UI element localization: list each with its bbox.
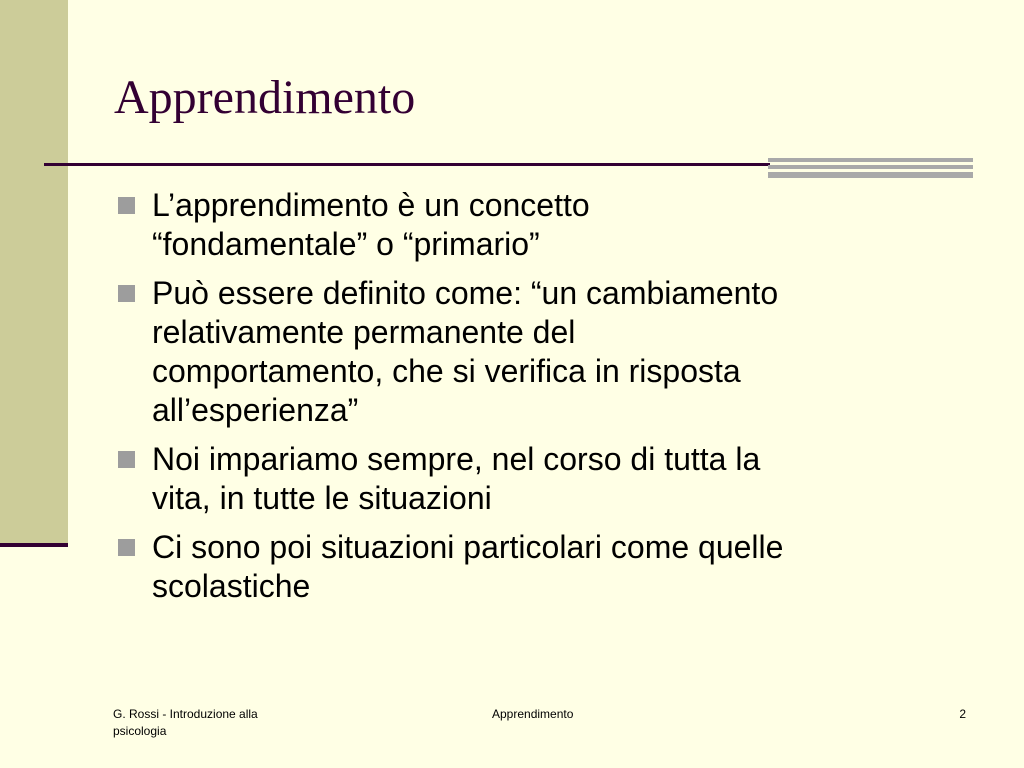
bullet-text-line: “fondamentale” o “primario” bbox=[152, 226, 540, 262]
title-accent-bars bbox=[768, 158, 973, 179]
accent-bar bbox=[768, 165, 973, 169]
square-bullet-icon bbox=[118, 285, 135, 302]
bullet-text-line: L’apprendimento è un concetto bbox=[152, 187, 590, 223]
square-bullet-icon bbox=[118, 197, 135, 214]
left-band-underline bbox=[0, 543, 68, 547]
bullet-list bbox=[114, 186, 964, 616]
footer-author bbox=[113, 706, 258, 740]
bullet-item bbox=[114, 274, 964, 430]
page-number: 2 bbox=[959, 707, 966, 721]
bullet-text-line: vita, in tutte le situazioni bbox=[152, 480, 492, 516]
square-bullet-icon bbox=[118, 539, 135, 556]
bullet-text-line: all’esperienza” bbox=[152, 392, 359, 428]
bullet-item bbox=[114, 440, 964, 518]
bullet-item bbox=[114, 528, 964, 606]
footer-author-line: G. Rossi - Introduzione alla bbox=[113, 707, 258, 721]
square-bullet-icon bbox=[118, 451, 135, 468]
bullet-item bbox=[114, 186, 964, 264]
slide-title: Apprendimento bbox=[114, 71, 416, 124]
bullet-text-line: Può essere definito come: “un cambiamento bbox=[152, 275, 779, 311]
footer-title: Apprendimento bbox=[492, 707, 574, 721]
bullet-text-line: relativamente permanente del bbox=[152, 314, 576, 350]
accent-bar bbox=[768, 158, 973, 162]
bullet-text-line: Ci sono poi situazioni particolari come quelle bbox=[152, 529, 784, 565]
left-decorative-band bbox=[0, 0, 68, 545]
bullet-text-line: scolastiche bbox=[152, 568, 311, 604]
footer-author-line: psicologia bbox=[113, 724, 167, 738]
accent-bar bbox=[768, 172, 973, 178]
bullet-text-line: Noi impariamo sempre, nel corso di tutta la bbox=[152, 441, 761, 477]
title-underline bbox=[44, 163, 770, 166]
bullet-text-line: comportamento, che si verifica in risposta bbox=[152, 353, 741, 389]
